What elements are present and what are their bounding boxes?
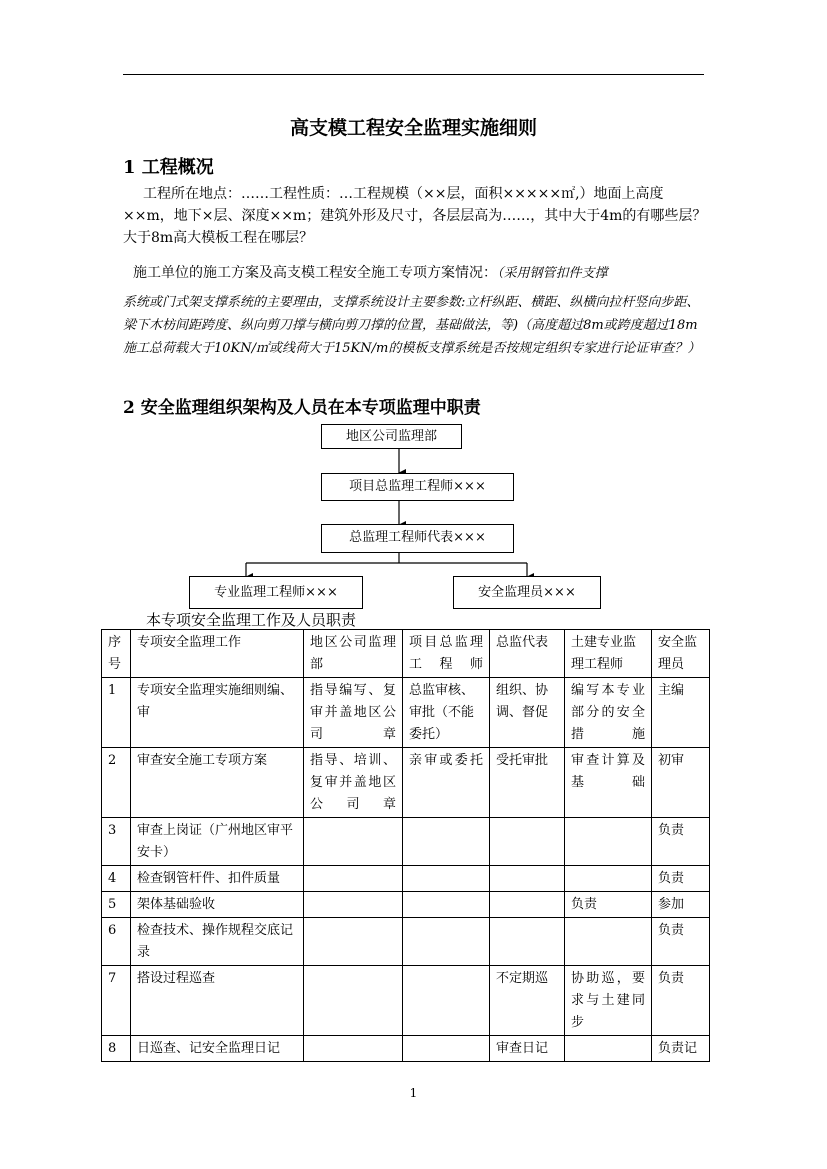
table-cell (403, 818, 490, 866)
table-cell: 8 (102, 1036, 131, 1062)
table-cell (565, 918, 652, 966)
table-cell: 负责 (652, 966, 710, 1036)
table-row (102, 748, 710, 818)
org-box-regional-office: 地区公司监理部 (321, 424, 462, 449)
table-cell (490, 892, 565, 918)
org-box-chief-engineer: 项目总监理工程师××× (321, 473, 514, 501)
table-cell: 指导编写、复审并盖地区公司章 (304, 678, 403, 748)
table-cell: 负责 (652, 818, 710, 866)
table-cell: 2 (102, 748, 131, 818)
table-cell: 检查钢管杆件、扣件质量 (131, 866, 304, 892)
table-cell: 4 (102, 866, 131, 892)
table-cell: 审查上岗证（广州地区审平安卡） (131, 818, 304, 866)
table-cell (304, 892, 403, 918)
header-cell: 地区公司监理部 (304, 630, 403, 678)
document-title: 高支模工程安全监理实施细则 (289, 117, 537, 139)
section-1-paragraph: 工程所在地点：……工程性质：…工程规模（××层，面积×××××㎡,）地面上高度××m，地下×层、深度××m；建筑外形及尺寸，各层层高为……，其中大于4m的有哪些层？大于8m高大模板工程在哪层？ (123, 186, 707, 246)
org-box-specialist-engineer: 专业监理工程师××× (189, 576, 363, 609)
table-cell: 初审 (652, 748, 710, 818)
org-box-chief-representative: 总监理工程师代表××× (321, 524, 514, 553)
table-cell: 不定期巡 (490, 966, 565, 1036)
page-number: 1 (409, 1086, 418, 1100)
header-cell: 总监代表 (490, 630, 565, 678)
table-cell (490, 866, 565, 892)
table-cell: 负责记 (652, 1036, 710, 1062)
table-cell (304, 866, 403, 892)
table-cell: 亲审或委托 (403, 748, 490, 818)
duty-table (101, 629, 710, 1062)
table-cell: 架体基础验收 (131, 892, 304, 918)
table-cell: 日巡查、记安全监理日记 (131, 1036, 304, 1062)
header-cell: 土建专业监理工程师 (565, 630, 652, 678)
table-cell: 1 (102, 678, 131, 748)
table-cell (403, 892, 490, 918)
table-row (102, 966, 710, 1036)
table-cell: 主编 (652, 678, 710, 748)
table-cell (565, 866, 652, 892)
table-cell: 检查技术、操作规程交底记录 (131, 918, 304, 966)
table-cell: 负责 (565, 892, 652, 918)
table-cell: 审查计算及基础 (565, 748, 652, 818)
table-row (102, 918, 710, 966)
table-cell (403, 1036, 490, 1062)
table-cell: 总监审核、审批（不能委托） (403, 678, 490, 748)
org-box-safety-officer: 安全监理员××× (453, 576, 601, 609)
table-row (102, 866, 710, 892)
header-cell: 专项安全监理工作 (131, 630, 304, 678)
table-cell: 指导、培训、复审并盖地区公司章 (304, 748, 403, 818)
table-cell: 受托审批 (490, 748, 565, 818)
table-cell (490, 818, 565, 866)
table-cell: 编写本专业部分的安全措施 (565, 678, 652, 748)
section-2-heading: 2 安全监理组织架构及人员在本专项监理中职责 (123, 398, 481, 418)
table-cell: 协助巡，要求与土建同步 (565, 966, 652, 1036)
table-row (102, 1036, 710, 1062)
table-cell: 搭设过程巡查 (131, 966, 304, 1036)
table-cell: 7 (102, 966, 131, 1036)
table-cell (490, 918, 565, 966)
header-cell: 项目总监理工程师 (403, 630, 490, 678)
table-cell (565, 1036, 652, 1062)
table-cell: 审查日记 (490, 1036, 565, 1062)
table-cell: 5 (102, 892, 131, 918)
table-cell: 专项安全监理实施细则编、审 (131, 678, 304, 748)
table-row (102, 678, 710, 748)
plan-italic-text: （采用钢管扣件支撑 (497, 266, 608, 281)
table-cell (403, 966, 490, 1036)
table-cell (304, 966, 403, 1036)
table-cell (304, 818, 403, 866)
table-cell (304, 918, 403, 966)
table-header-row (102, 630, 710, 678)
table-cell: 负责 (652, 866, 710, 892)
header-cell: 安全监理员 (652, 630, 710, 678)
plan-lead-text: 施工单位的施工方案及高支模工程安全施工专项方案情况： (133, 265, 497, 281)
section-1-heading: 1 工程概况 (123, 157, 214, 178)
section-1-italic-paragraph: 系统或门式架支撑系统的主要理由，支撑系统设计主要参数:立杆纵距、横距、纵横向拉杆竖向步距、梁下木枋间距跨度、纵向剪刀撑与横向剪刀撑的位置，基础做法，等)（高度超过8m或跨度超过18m施工总荷载大于10KN/㎡或线荷大于15KN/m的模板支撑系统是否按规定组织专家进行论证审查？） (123, 295, 701, 356)
table-caption: 本专项安全监理工作及人员职责 (146, 611, 357, 629)
table-cell: 6 (102, 918, 131, 966)
table-row (102, 892, 710, 918)
table-cell: 审查安全施工专项方案 (131, 748, 304, 818)
table-cell: 3 (102, 818, 131, 866)
table-cell (565, 818, 652, 866)
table-cell: 组织、协调、督促 (490, 678, 565, 748)
table-row (102, 818, 710, 866)
table-cell (403, 918, 490, 966)
table-cell (304, 1036, 403, 1062)
header-cell: 序号 (102, 630, 131, 678)
table-cell: 参加 (652, 892, 710, 918)
table-cell: 负责 (652, 918, 710, 966)
table-cell (403, 866, 490, 892)
